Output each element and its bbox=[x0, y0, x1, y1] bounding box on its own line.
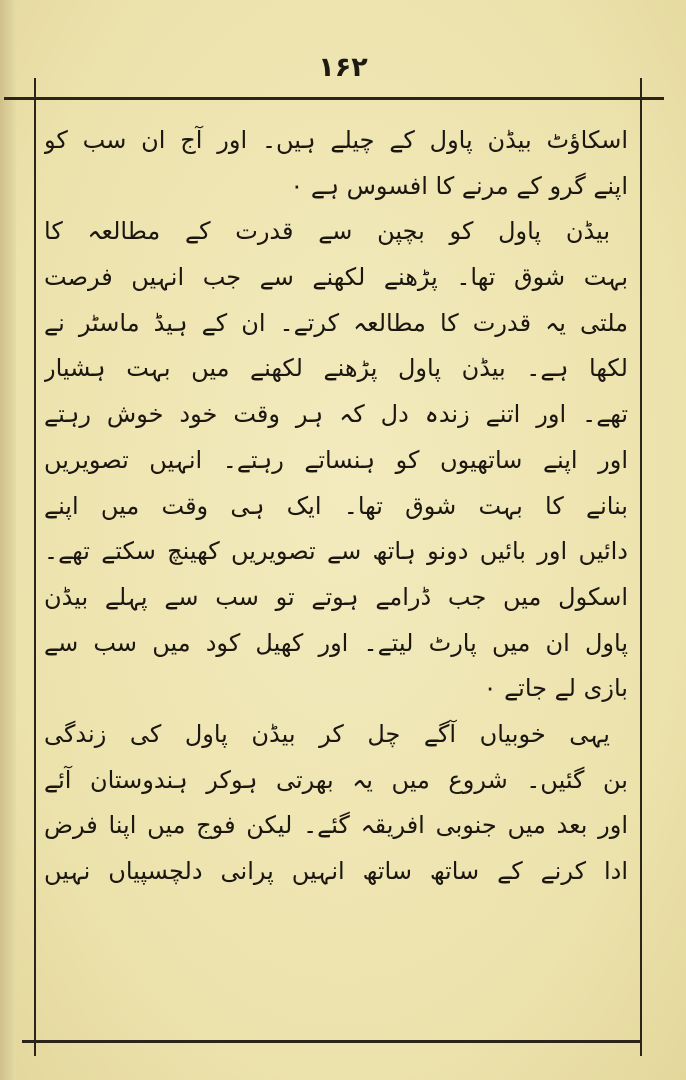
text-line: یہی خوبیاں آگے چل کر بیڈن پاول کی زندگی bbox=[44, 719, 610, 748]
bottom-rule bbox=[22, 1040, 642, 1043]
left-border-rule bbox=[34, 78, 36, 1056]
right-border-rule bbox=[640, 78, 642, 1056]
text-line: اپنے گرو کے مرنے کا افسوس ہے ۰ bbox=[290, 171, 628, 200]
top-rule bbox=[4, 97, 664, 100]
text-line: لکھا ہے۔ بیڈن پاول پڑھنے لکھنے میں بہت ہشیار bbox=[44, 354, 628, 383]
text-line: بن گئیں۔ شروع میں یہ بھرتی ہوکر ہندوستان آئے bbox=[44, 765, 628, 794]
text-line: بنانے کا بہت شوق تھا۔ ایک ہی وقت میں اپنے bbox=[44, 491, 628, 520]
text-line: اور اپنے ساتھیوں کو ہنساتے رہتے۔ انہیں تصویریں bbox=[44, 445, 628, 474]
text-line: بازی لے جاتے ۰ bbox=[483, 674, 628, 703]
text-line: ملتی یہ قدرت کا مطالعہ کرتے۔ ان کے ہیڈ ماسٹر نے bbox=[44, 308, 628, 337]
text-line: تھے۔ اور اتنے زندہ دل کہ ہر وقت خود خوش رہتے bbox=[44, 400, 628, 429]
text-line: اسکاؤٹ بیڈن پاول کے چیلے ہیں۔ اور آج ان سب کو bbox=[44, 126, 628, 154]
text-line: ادا کرنے کے ساتھ ساتھ انہیں پرانی دلچسپیاں نہیں bbox=[44, 857, 628, 885]
text-line: اسکول میں جب ڈرامے ہوتے تو سب سے پہلے بیڈن bbox=[44, 582, 628, 611]
page-number: ۱۶۲ bbox=[318, 52, 368, 83]
text-line: دائیں اور بائیں دونو ہاتھ سے تصویریں کھینچ سکتے تھے۔ bbox=[44, 537, 628, 566]
text-line: بہت شوق تھا۔ پڑھنے لکھنے سے جب انہیں فرصت bbox=[44, 263, 628, 292]
text-line: بیڈن پاول کو بچپن سے قدرت کے مطالعہ کا bbox=[44, 217, 610, 246]
page-binding-edge bbox=[0, 0, 16, 1080]
text-line: اور بعد میں جنوبی افریقہ گئے۔ لیکن فوج میں اپنا فرض bbox=[44, 811, 628, 840]
text-line: پاول ان میں پارٹ لیتے۔ اور کھیل کود میں سب سے bbox=[44, 628, 628, 657]
body-text bbox=[44, 118, 628, 895]
